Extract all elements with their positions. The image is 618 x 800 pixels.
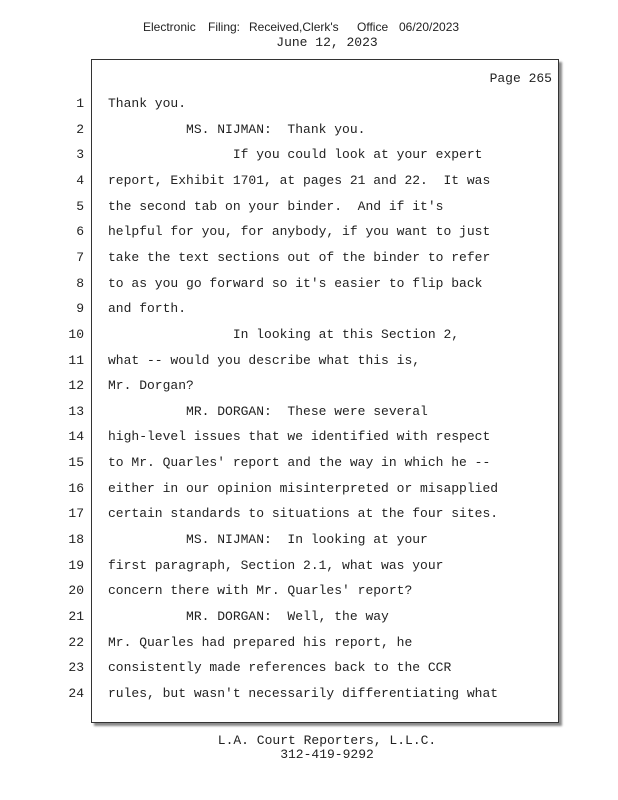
line-text: helpful for you, for anybody, if you want to just (108, 224, 491, 240)
line-text: report, Exhibit 1701, at pages 21 and 22. It was (108, 172, 491, 188)
deposition-date: June 12, 2023 (276, 35, 378, 50)
line-number: 15 (68, 455, 84, 471)
line-text: consistently made references back to the CCR (108, 660, 452, 676)
page-number: Page 265 (489, 71, 552, 86)
line-number: 23 (68, 660, 84, 676)
line-number: 14 (68, 429, 84, 445)
line-text: the second tab on your binder. And if it's (108, 198, 444, 214)
line-text: rules, but wasn't necessarily differentiating what (108, 685, 499, 701)
line-number: 4 (76, 172, 84, 188)
line-text: MR. DORGAN: Well, the way (108, 609, 389, 624)
footer-company: L.A. Court Reporters, L.L.C. (217, 733, 437, 748)
line-text: to Mr. Quarles' report and the way in which he -- (108, 455, 491, 471)
line-number: 5 (76, 198, 84, 214)
line-text: Mr. Quarles had prepared his report, he (108, 634, 413, 650)
stamp-office: Office (357, 20, 389, 34)
footer-phone: 312-419-9292 (280, 747, 374, 762)
stamp-date: 06/20/2023 (399, 20, 460, 34)
line-number: 16 (68, 480, 84, 496)
line-text: In looking at this Section 2, (108, 326, 460, 342)
line-number: 12 (68, 378, 84, 394)
line-text: what -- would you describe what this is, (108, 352, 421, 368)
line-text: MS. NIJMAN: Thank you. (108, 121, 366, 137)
line-number: 7 (76, 249, 84, 265)
line-number: 9 (76, 301, 84, 317)
stamp-filing: Filing: (208, 20, 241, 34)
line-text: certain standards to situations at the four sites. (108, 506, 499, 522)
line-number: 19 (68, 557, 84, 573)
line-text: and forth. (108, 301, 187, 317)
stamp-electronic: Electronic (143, 20, 196, 34)
line-number: 11 (68, 352, 84, 368)
line-number: 22 (68, 634, 84, 650)
line-text: take the text sections out of the binder to refer (108, 249, 491, 265)
line-number: 3 (76, 147, 84, 163)
line-number: 17 (68, 506, 84, 522)
stamp-received: Received,Clerk's (249, 20, 339, 34)
line-text: either in our opinion misinterpreted or misapplied (108, 480, 499, 496)
line-number: 2 (76, 121, 84, 137)
line-text: high-level issues that we identified with respect (108, 429, 491, 445)
line-number: 8 (76, 275, 84, 291)
line-number: 6 (76, 224, 84, 240)
line-number: 20 (68, 583, 84, 599)
line-number: 10 (68, 326, 84, 342)
line-text: MS. NIJMAN: In looking at your (108, 532, 428, 548)
line-text: If you could look at your expert (108, 147, 483, 163)
line-number: 13 (68, 403, 84, 419)
line-number: 18 (68, 532, 84, 548)
line-number: 24 (68, 685, 84, 701)
line-number: 1 (76, 96, 84, 111)
filing-stamp (0, 20, 618, 36)
line-text: MR. DORGAN: These were several (108, 403, 428, 419)
line-text: Thank you. (108, 96, 187, 111)
line-text: to as you go forward so it's easier to flip back (108, 275, 483, 291)
line-text: Mr. Dorgan? (108, 378, 194, 394)
line-text: first paragraph, Section 2.1, what was your (108, 557, 444, 573)
line-text: concern there with Mr. Quarles' report? (108, 583, 413, 599)
line-number: 21 (68, 609, 84, 624)
